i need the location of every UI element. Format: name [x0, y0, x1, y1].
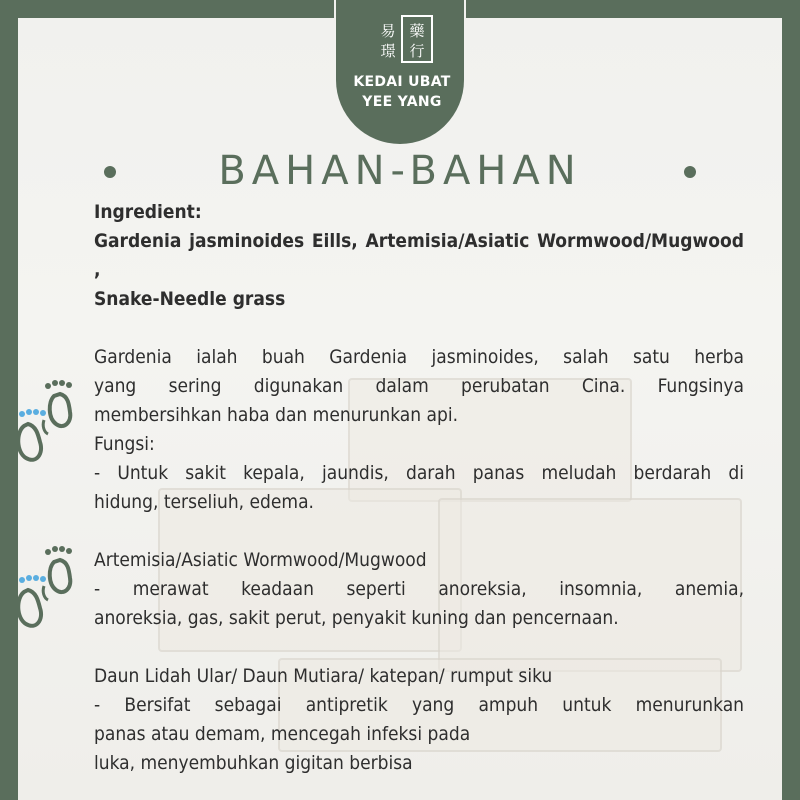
fungsi-line: hidung, terseliuh, edema. — [94, 491, 314, 513]
gardenia-description-line: membersihkan haba dan menurunkan api. — [94, 404, 459, 426]
artemisia-heading: Artemisia/Asiatic Wormwood/Mugwood — [94, 549, 427, 571]
fungsi-label: Fungsi: — [94, 433, 155, 455]
logo-line-1: KEDAI UBAT — [353, 74, 451, 90]
gardenia-description-line: Gardenia ialah buah Gardenia jasminoides, salah satu herba — [94, 346, 744, 368]
svg-text:璟: 璟 — [380, 42, 396, 60]
daun-line: panas atau demam, mencegah infeksi pada — [94, 723, 471, 745]
artemisia-line: - merawat keadaan seperti anoreksia, insomnia, anemia, — [94, 578, 744, 600]
artemisia-line: anoreksia, gas, sakit perut, penyakit kuning dan pencernaan. — [94, 607, 619, 629]
svg-text:易: 易 — [380, 22, 396, 40]
footprints-icon — [14, 374, 84, 464]
svg-text:行: 行 — [409, 42, 425, 60]
daun-line: luka, menyembuhkan gigitan berbisa — [94, 752, 413, 774]
svg-text:藥: 藥 — [409, 22, 425, 40]
page-title: BAHAN-BAHAN — [218, 148, 582, 194]
logo-line-2: YEE YANG — [362, 94, 442, 110]
gardenia-description-line: yang sering digunakan dalam perubatan Cina. Fungsinya — [94, 375, 744, 397]
fungsi-line: - Untuk sakit kepala, jaundis, darah panas meludah berdarah di — [94, 462, 744, 484]
title-right-dot — [684, 166, 696, 178]
brand-logo — [334, 0, 466, 146]
daun-line: - Bersifat sebagai antipretik yang ampuh untuk menurunkan — [94, 694, 744, 716]
footprints-icon — [14, 540, 84, 630]
logo-seal-icon — [372, 14, 434, 64]
ingredient-content — [94, 198, 744, 778]
ingredient-list-line: Gardenia jasminoides Eills, Artemisia/Asiatic Wormwood/Mugwood , — [94, 230, 744, 281]
ingredient-list-line: Snake-Needle grass — [94, 288, 286, 310]
daun-heading: Daun Lidah Ular/ Daun Mutiara/ katepan/ rumput siku — [94, 665, 553, 687]
ingredient-label: Ingredient: — [94, 201, 202, 223]
